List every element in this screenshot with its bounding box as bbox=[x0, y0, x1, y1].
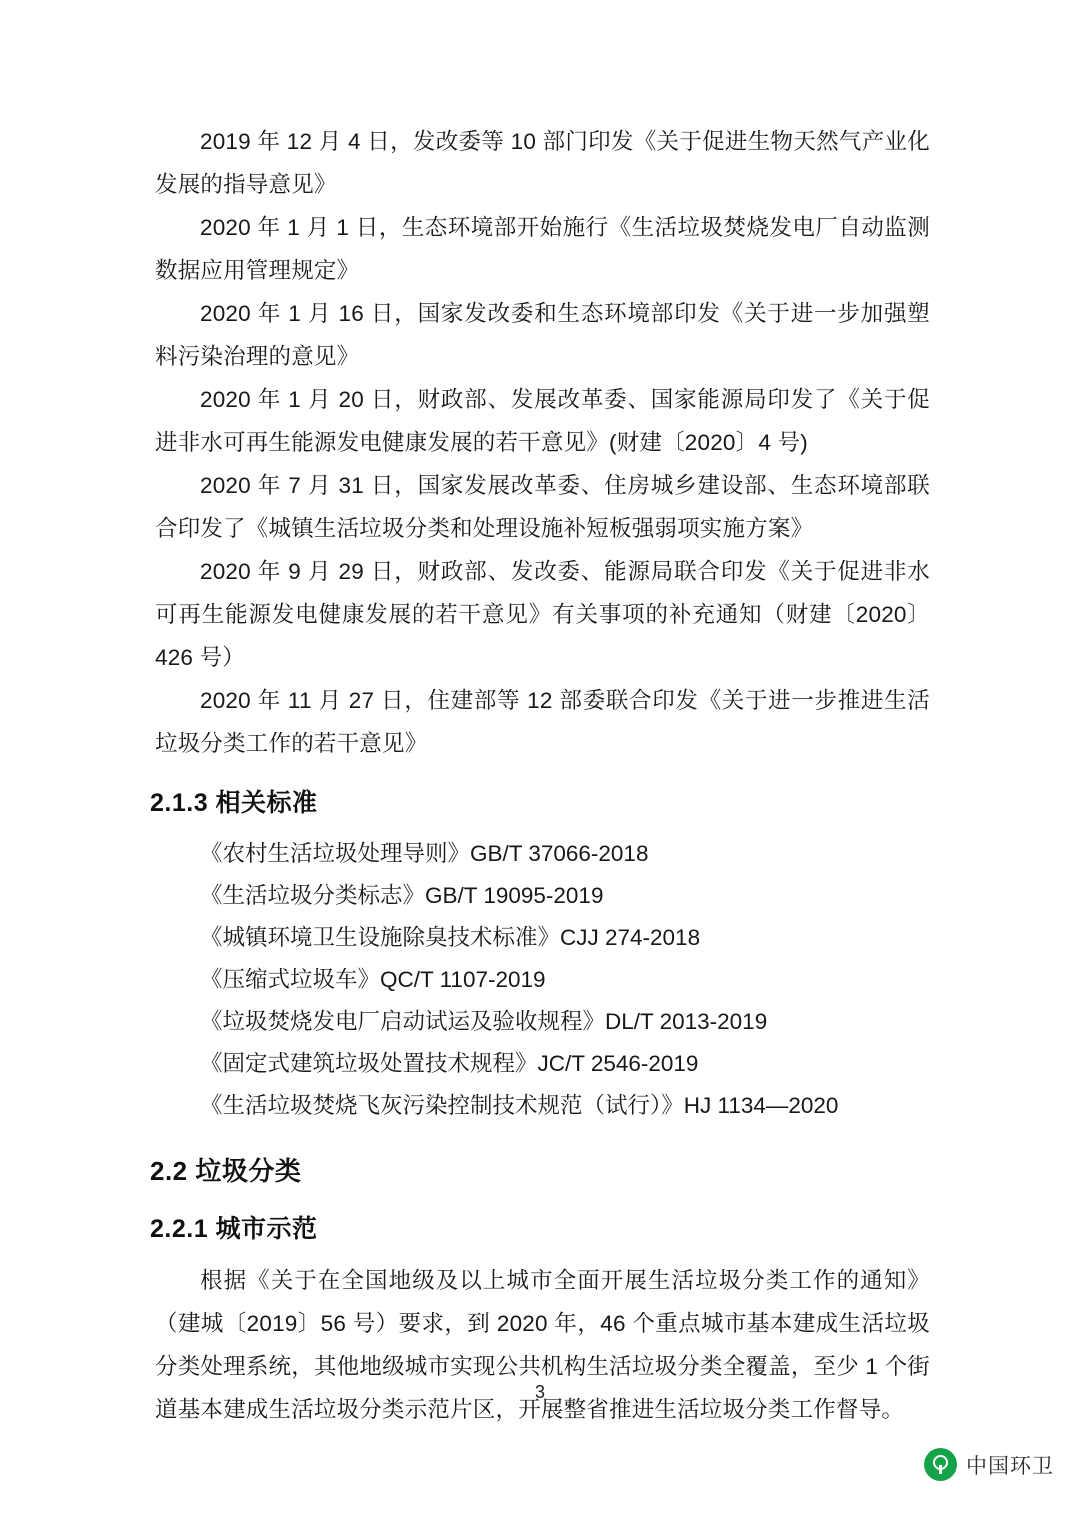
policy-paragraph: 2020 年 11 月 27 日，住建部等 12 部委联合印发《关于进一步推进生活垃圾分类工作的若干意见》 bbox=[155, 688, 930, 756]
section-classification-heading: 2.2 垃圾分类 bbox=[150, 1156, 302, 1186]
watermark-label: 中国环卫 bbox=[966, 1454, 1054, 1478]
policy-paragraph-list bbox=[155, 120, 930, 765]
page-number: 3 bbox=[534, 1382, 545, 1402]
standard-item: 《生活垃圾分类标志》GB/T 19095-2019 bbox=[200, 883, 604, 908]
standard-item: 《固定式建筑垃圾处置技术规程》JC/T 2546-2019 bbox=[200, 1051, 699, 1076]
standard-item: 《农村生活垃圾处理导则》GB/T 37066-2018 bbox=[200, 841, 649, 866]
section-standards bbox=[150, 783, 930, 1127]
subsection-city-demo-heading: 2.2.1 城市示范 bbox=[150, 1215, 318, 1243]
policy-paragraph: 2020 年 9 月 29 日，财政部、发改委、能源局联合印发《关于促进非水可再生能源发电健康发展的若干意见》有关事项的补充通知（财建〔2020〕426 号） bbox=[155, 559, 930, 670]
recycle-leaf-icon bbox=[924, 1448, 957, 1481]
standard-item: 《垃圾焚烧发电厂启动试运及验收规程》DL/T 2013-2019 bbox=[200, 1009, 768, 1034]
watermark bbox=[924, 1448, 1054, 1481]
policy-paragraph: 2020 年 1 月 16 日，国家发改委和生态环境部印发《关于进一步加强塑料污染治理的意见》 bbox=[155, 301, 930, 369]
standard-item: 《压缩式垃圾车》QC/T 1107-2019 bbox=[200, 967, 546, 992]
standard-item: 《城镇环境卫生设施除臭技术标准》CJJ 274-2018 bbox=[200, 925, 701, 950]
standard-item: 《生活垃圾焚烧飞灰污染控制技术规范（试行）》HJ 1134—2020 bbox=[200, 1093, 839, 1118]
policy-paragraph: 2019 年 12 月 4 日，发改委等 10 部门印发《关于促进生物天然气产业化发展的指导意见》 bbox=[155, 129, 930, 197]
policy-paragraph: 2020 年 1 月 1 日，生态环境部开始施行《生活垃圾焚烧发电厂自动监测数据应用管理规定》 bbox=[155, 215, 930, 283]
section-standards-heading: 2.1.3 相关标准 bbox=[150, 789, 318, 817]
policy-paragraph: 2020 年 1 月 20 日，财政部、发展改革委、国家能源局印发了《关于促进非水可再生能源发电健康发展的若干意见》(财建〔2020〕4 号) bbox=[155, 387, 930, 455]
subsection-city-demo-paragraph: 根据《关于在全国地级及以上城市全面开展生活垃圾分类工作的通知》（建城〔2019〕56 号）要求，到 2020 年，46 个重点城市基本建成生活垃圾分类处理系统，其他地级城市实现公共机构生活垃圾分类全覆盖，至少 1 个街道基本建成生活垃圾分类示范片区，开展整省推进生活垃圾分类工作督导。 bbox=[155, 1268, 930, 1422]
policy-paragraph: 2020 年 7 月 31 日，国家发展改革委、住房城乡建设部、生态环境部联合印发了《城镇生活垃圾分类和处理设施补短板强弱项实施方案》 bbox=[155, 473, 930, 541]
